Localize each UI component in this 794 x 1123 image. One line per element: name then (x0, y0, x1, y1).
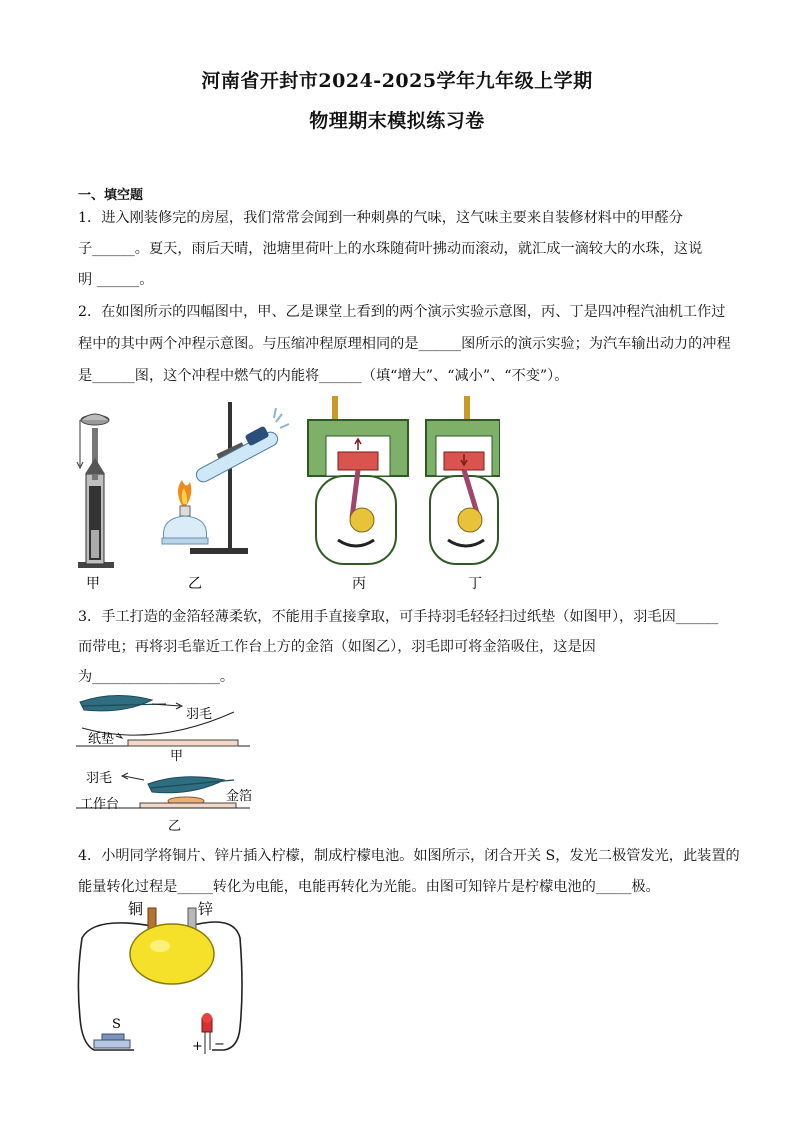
page-title-line2: 物理期末模拟练习卷 (309, 110, 485, 132)
engine-stroke-ding-illustration (426, 396, 500, 564)
q2-line1: 2．在如图所示的四幅图中，甲、乙是课堂上看到的两个演示实验示意图，丙、丁是四冲程汽油机工作过 (78, 304, 726, 320)
engine-stroke-bing-illustration (308, 396, 408, 564)
fig-label-b: 乙 (168, 819, 182, 834)
paper-pad-label: 纸垫 (88, 732, 115, 747)
q2-line2: 程中的其中两个冲程示意图。与压缩冲程原理相同的是______图所示的演示实验；为汽车输出动力的冲程 (78, 336, 731, 352)
fig-label-a: 甲 (170, 749, 184, 764)
compression-cylinder-illustration (77, 414, 114, 568)
feather-label-a: 羽毛 (186, 707, 213, 722)
q1-line3: 明 ______。 (78, 272, 154, 288)
fig-label-bing: 丙 (352, 576, 366, 592)
fig-label-jia: 甲 (86, 576, 100, 592)
fig-label-ding: 丁 (468, 576, 482, 592)
gold-foil-label: 金箔 (226, 789, 253, 804)
workbench-label: 工作台 (80, 797, 120, 812)
q3-line3: 为__________________。 (78, 669, 235, 685)
switch-label: S (112, 1017, 121, 1032)
fig-label-yi: 乙 (188, 576, 202, 592)
q4-line2: 能量转化过程是_____转化为电能，电能再转化为光能。由图可知锌片是柠檬电池的_____极。 (78, 879, 660, 895)
zinc-label: 锌 (198, 900, 214, 918)
q2-figure (70, 390, 500, 600)
plus-sign: + (192, 1039, 203, 1054)
q3-line2: 而带电；再将羽毛靠近工作台上方的金箔（如图乙），羽毛即可将金箔吸住，这是因 (78, 639, 596, 655)
copper-label: 铜 (128, 900, 144, 918)
lemon-battery-circuit-illustration (78, 908, 242, 1054)
q1-line2: 子______。夏天，雨后天晴，池塘里荷叶上的水珠随荷叶拂动而滚动，就汇成一滴较大的水珠，这说 (78, 241, 703, 257)
section-heading: 一、填空题 (78, 188, 144, 203)
q4-line1: 4．小明同学将铜片、锌片插入柠檬，制成柠檬电池。如图所示，闭合开关 S，发光二极管发光，此装置的 (78, 848, 740, 864)
q2-line3: 是______图，这个冲程中燃气的内能将______（填“增大”、“减小”、“不变”）。 (78, 368, 569, 384)
minus-sign: − (214, 1037, 225, 1052)
q3-line1: 3．手工打造的金箔轻薄柔软，不能用手直接拿取，可手持羽毛轻轻扫过纸垫（如图甲），羽毛因______ (78, 609, 719, 625)
q4-figure (74, 898, 250, 1060)
q3-figure (74, 688, 274, 836)
feather-label-b: 羽毛 (86, 771, 113, 786)
page-title-line1: 河南省开封市2024-2025学年九年级上学期 (201, 70, 593, 92)
test-tube-heating-illustration (162, 402, 289, 554)
q1-line1: 1．进入刚装修完的房屋，我们常常会闻到一种刺鼻的气味，这气味主要来自装修材料中的甲醛分 (78, 210, 683, 226)
